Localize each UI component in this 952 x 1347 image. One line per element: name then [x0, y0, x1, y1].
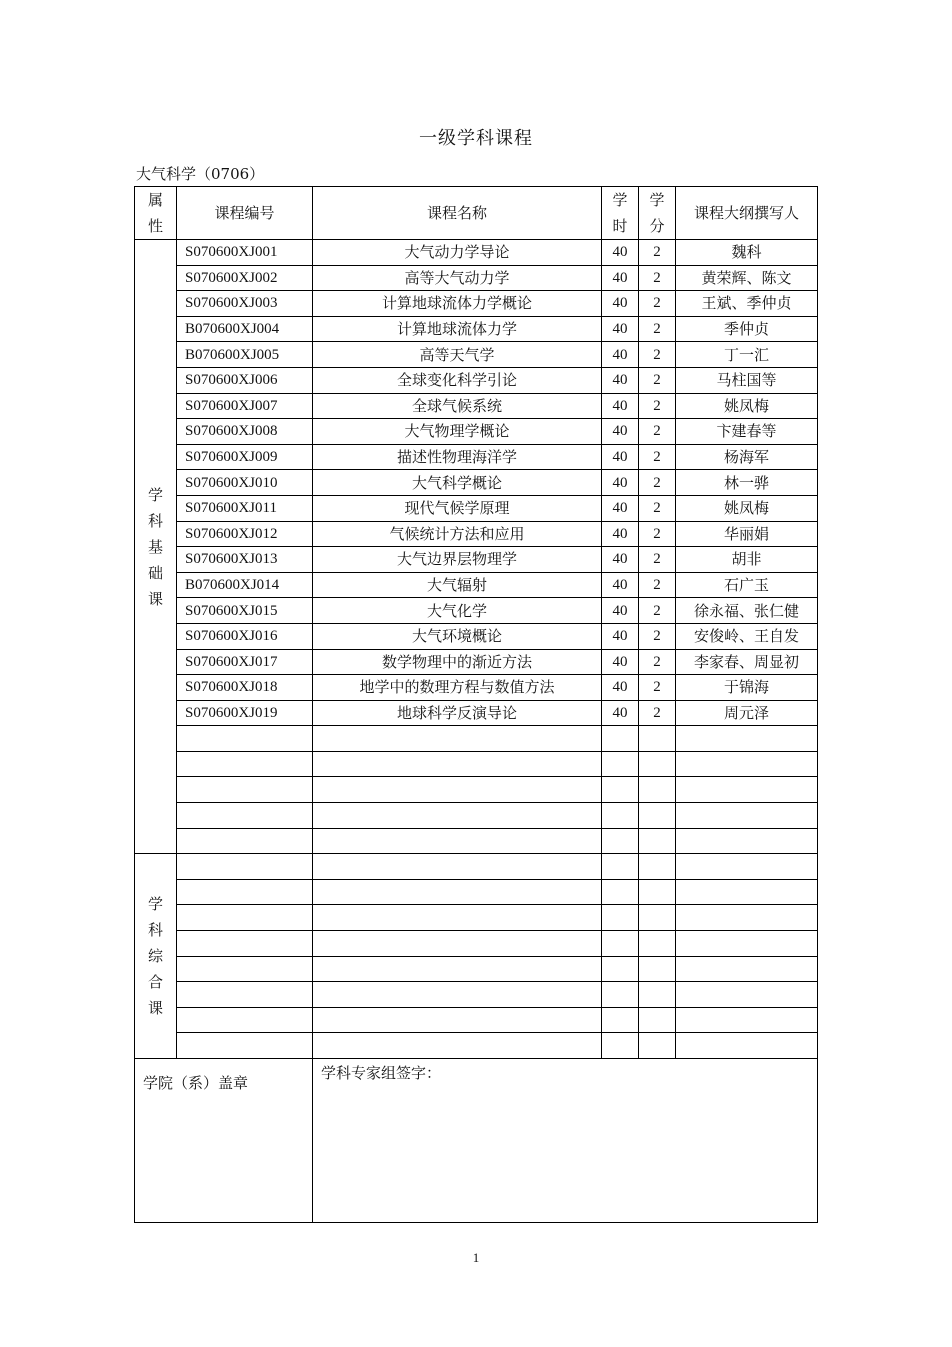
seal-field: 学院（系）盖章	[135, 1059, 313, 1223]
course-name	[313, 803, 602, 829]
table-row	[135, 828, 818, 854]
course-name: 大气科学概论	[313, 470, 602, 496]
course-name: 气候统计方法和应用	[313, 521, 602, 547]
course-name: 大气辐射	[313, 572, 602, 598]
table-row	[135, 982, 818, 1008]
course-code	[177, 854, 313, 880]
table-row	[135, 777, 818, 803]
course-credits	[639, 1007, 676, 1033]
course-name	[313, 1007, 602, 1033]
course-author	[676, 879, 818, 905]
course-name	[313, 751, 602, 777]
course-table	[134, 186, 818, 1223]
course-code	[177, 828, 313, 854]
course-code	[177, 956, 313, 982]
course-name: 大气环境概论	[313, 623, 602, 649]
table-row	[135, 623, 818, 649]
course-code: S070600XJ003	[177, 291, 313, 317]
course-code: S070600XJ012	[177, 521, 313, 547]
category-foundation: 学 科 基 础 课	[135, 240, 177, 854]
course-code	[177, 982, 313, 1008]
course-credits: 2	[639, 316, 676, 342]
course-hours	[602, 905, 639, 931]
course-hours	[602, 982, 639, 1008]
course-author: 姚凤梅	[676, 393, 818, 419]
course-name: 大气边界层物理学	[313, 547, 602, 573]
course-hours: 40	[602, 316, 639, 342]
course-code: S070600XJ018	[177, 675, 313, 701]
table-row	[135, 854, 818, 880]
course-name: 全球变化科学引论	[313, 367, 602, 393]
course-code	[177, 1033, 313, 1059]
table-row	[135, 521, 818, 547]
course-name	[313, 956, 602, 982]
course-credits	[639, 854, 676, 880]
course-code: S070600XJ013	[177, 547, 313, 573]
course-credits: 2	[639, 393, 676, 419]
course-hours: 40	[602, 419, 639, 445]
table-row	[135, 1007, 818, 1033]
table-row	[135, 803, 818, 829]
course-credits	[639, 905, 676, 931]
course-hours: 40	[602, 444, 639, 470]
course-hours: 40	[602, 291, 639, 317]
course-code: B070600XJ004	[177, 316, 313, 342]
course-hours: 40	[602, 367, 639, 393]
course-name: 地学中的数理方程与数值方法	[313, 675, 602, 701]
course-credits: 2	[639, 342, 676, 368]
course-hours	[602, 854, 639, 880]
course-credits	[639, 777, 676, 803]
course-author: 林一骅	[676, 470, 818, 496]
course-author: 姚凤梅	[676, 495, 818, 521]
header-hours: 学 时	[602, 187, 639, 240]
course-code	[177, 777, 313, 803]
course-author	[676, 956, 818, 982]
course-hours	[602, 1033, 639, 1059]
course-credits	[639, 879, 676, 905]
header-category: 属 性	[135, 187, 177, 240]
course-code: S070600XJ008	[177, 419, 313, 445]
course-author	[676, 1033, 818, 1059]
course-credits: 2	[639, 291, 676, 317]
course-author: 李家春、周显初	[676, 649, 818, 675]
page-number: 1	[472, 1250, 480, 1265]
course-hours	[602, 956, 639, 982]
expert-signature-field: 学科专家组签字：	[313, 1059, 818, 1223]
table-row	[135, 393, 818, 419]
course-author: 季仲贞	[676, 316, 818, 342]
course-name: 描述性物理海洋学	[313, 444, 602, 470]
course-author	[676, 982, 818, 1008]
table-row	[135, 444, 818, 470]
course-code: S070600XJ011	[177, 495, 313, 521]
table-row	[135, 316, 818, 342]
table-row	[135, 726, 818, 752]
table-row	[135, 265, 818, 291]
course-author	[676, 1007, 818, 1033]
course-name: 地球科学反演导论	[313, 700, 602, 726]
header-author: 课程大纲撰写人	[676, 187, 818, 240]
course-code	[177, 931, 313, 957]
table-row	[135, 879, 818, 905]
course-credits: 2	[639, 521, 676, 547]
course-credits	[639, 803, 676, 829]
course-credits	[639, 726, 676, 752]
course-author	[676, 828, 818, 854]
course-credits: 2	[639, 265, 676, 291]
table-row	[135, 700, 818, 726]
course-author	[676, 854, 818, 880]
course-hours	[602, 751, 639, 777]
table-row	[135, 572, 818, 598]
course-author: 华丽娟	[676, 521, 818, 547]
header-credits: 学 分	[639, 187, 676, 240]
course-code: S070600XJ019	[177, 700, 313, 726]
course-credits: 2	[639, 675, 676, 701]
course-name: 高等天气学	[313, 342, 602, 368]
course-hours: 40	[602, 342, 639, 368]
table-row	[135, 905, 818, 931]
course-author	[676, 905, 818, 931]
course-name: 大气动力学导论	[313, 240, 602, 266]
course-credits: 2	[639, 240, 676, 266]
table-row	[135, 547, 818, 573]
course-hours	[602, 803, 639, 829]
course-code	[177, 726, 313, 752]
course-code: S070600XJ010	[177, 470, 313, 496]
course-author: 魏科	[676, 240, 818, 266]
course-author	[676, 751, 818, 777]
table-row	[135, 367, 818, 393]
course-code: S070600XJ002	[177, 265, 313, 291]
course-name: 现代气候学原理	[313, 495, 602, 521]
course-code: S070600XJ016	[177, 623, 313, 649]
course-credits: 2	[639, 470, 676, 496]
course-credits	[639, 828, 676, 854]
course-credits	[639, 751, 676, 777]
course-hours	[602, 828, 639, 854]
course-hours: 40	[602, 547, 639, 573]
header-code: 课程编号	[177, 187, 313, 240]
category-comprehensive: 学 科 综 合 课	[135, 854, 177, 1059]
course-credits: 2	[639, 495, 676, 521]
course-code: S070600XJ007	[177, 393, 313, 419]
table-row	[135, 1033, 818, 1059]
course-hours: 40	[602, 495, 639, 521]
course-hours: 40	[602, 700, 639, 726]
course-hours: 40	[602, 521, 639, 547]
course-hours: 40	[602, 240, 639, 266]
course-author: 卞建春等	[676, 419, 818, 445]
table-row	[135, 495, 818, 521]
course-hours: 40	[602, 572, 639, 598]
course-hours	[602, 726, 639, 752]
course-name: 数学物理中的渐近方法	[313, 649, 602, 675]
table-row	[135, 240, 818, 266]
header-name: 课程名称	[313, 187, 602, 240]
table-row	[135, 419, 818, 445]
course-author: 马柱国等	[676, 367, 818, 393]
course-credits: 2	[639, 572, 676, 598]
course-credits	[639, 982, 676, 1008]
course-credits	[639, 956, 676, 982]
table-body	[135, 240, 818, 1223]
course-code: S070600XJ017	[177, 649, 313, 675]
course-name	[313, 828, 602, 854]
course-author: 周元泽	[676, 700, 818, 726]
table-row	[135, 598, 818, 624]
table-row	[135, 649, 818, 675]
course-name	[313, 1033, 602, 1059]
course-hours	[602, 777, 639, 803]
course-credits: 2	[639, 419, 676, 445]
course-code	[177, 751, 313, 777]
course-credits: 2	[639, 700, 676, 726]
course-author	[676, 931, 818, 957]
table-row	[135, 956, 818, 982]
subject-label: 大气科学（0706）	[136, 165, 265, 183]
page-title: 一级学科课程	[419, 128, 533, 149]
course-name: 全球气候系统	[313, 393, 602, 419]
course-name	[313, 726, 602, 752]
course-credits: 2	[639, 547, 676, 573]
course-hours: 40	[602, 675, 639, 701]
table-row	[135, 470, 818, 496]
course-name	[313, 879, 602, 905]
course-code: B070600XJ014	[177, 572, 313, 598]
course-hours: 40	[602, 649, 639, 675]
course-hours	[602, 931, 639, 957]
course-author: 杨海军	[676, 444, 818, 470]
course-hours: 40	[602, 470, 639, 496]
course-code: S070600XJ015	[177, 598, 313, 624]
course-credits: 2	[639, 598, 676, 624]
course-hours: 40	[602, 265, 639, 291]
signature-row	[135, 1059, 818, 1223]
course-name	[313, 931, 602, 957]
course-hours: 40	[602, 598, 639, 624]
course-author: 胡非	[676, 547, 818, 573]
course-code	[177, 803, 313, 829]
course-name	[313, 982, 602, 1008]
course-author	[676, 803, 818, 829]
course-code	[177, 879, 313, 905]
course-hours	[602, 879, 639, 905]
course-author	[676, 726, 818, 752]
course-author: 安俊岭、王自发	[676, 623, 818, 649]
course-code: S070600XJ001	[177, 240, 313, 266]
course-author: 黄荣辉、陈文	[676, 265, 818, 291]
course-credits: 2	[639, 444, 676, 470]
course-name: 计算地球流体力学概论	[313, 291, 602, 317]
table-row	[135, 291, 818, 317]
course-hours	[602, 1007, 639, 1033]
course-name: 高等大气动力学	[313, 265, 602, 291]
course-hours: 40	[602, 393, 639, 419]
course-name	[313, 854, 602, 880]
course-credits: 2	[639, 649, 676, 675]
course-code: B070600XJ005	[177, 342, 313, 368]
course-author: 徐永福、张仁健	[676, 598, 818, 624]
course-code: S070600XJ006	[177, 367, 313, 393]
course-credits	[639, 931, 676, 957]
course-name: 大气化学	[313, 598, 602, 624]
course-credits: 2	[639, 367, 676, 393]
course-hours: 40	[602, 623, 639, 649]
course-credits: 2	[639, 623, 676, 649]
table-row	[135, 342, 818, 368]
course-code	[177, 905, 313, 931]
course-name	[313, 905, 602, 931]
course-author	[676, 777, 818, 803]
course-name: 大气物理学概论	[313, 419, 602, 445]
course-code	[177, 1007, 313, 1033]
table-header-row	[135, 187, 818, 240]
table-row	[135, 931, 818, 957]
table-row	[135, 675, 818, 701]
course-author: 丁一汇	[676, 342, 818, 368]
course-author: 石广玉	[676, 572, 818, 598]
course-credits	[639, 1033, 676, 1059]
table-row	[135, 751, 818, 777]
course-author: 王斌、季仲贞	[676, 291, 818, 317]
course-code: S070600XJ009	[177, 444, 313, 470]
course-author: 于锦海	[676, 675, 818, 701]
course-name: 计算地球流体力学	[313, 316, 602, 342]
course-name	[313, 777, 602, 803]
